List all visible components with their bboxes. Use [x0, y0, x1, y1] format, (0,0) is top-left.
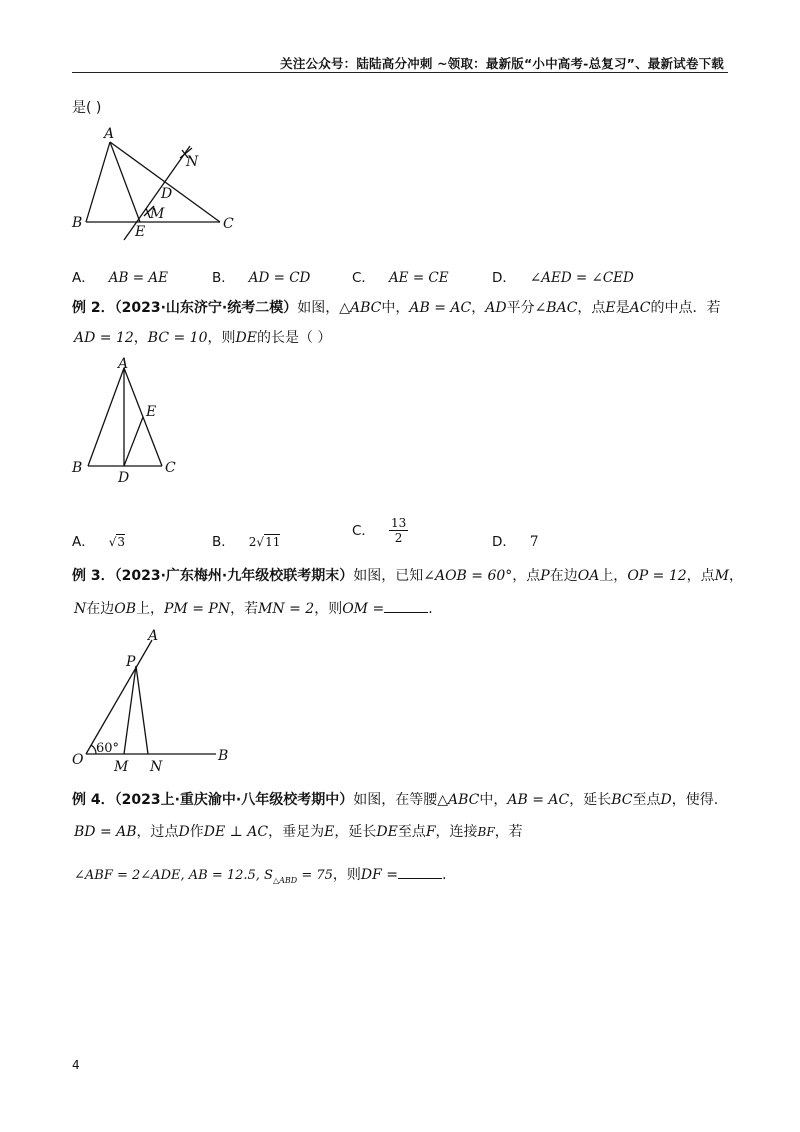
ex3-angle-label: 60° [96, 741, 120, 756]
q1-label-e: E [135, 224, 146, 240]
ex2-line-1: 例 2．（2023·山东济宁·统考二模）如图，△ABC中，AB = AC，AD平分∠BAC，点E是AC的中点．若 [72, 300, 721, 316]
ex3-label-b: B [218, 748, 229, 764]
ex2-figure [68, 356, 188, 486]
ex2-option-c: C． $\frac{13}{2}$ [352, 516, 407, 545]
ex2-side-ab [88, 368, 124, 466]
ex3-figure [68, 626, 238, 774]
q1-option-a: A． AB = AE [72, 270, 168, 286]
ex2-segment-de [124, 417, 143, 466]
ex2-option-d: D． 7 [492, 534, 539, 550]
ex2-label-e: E [146, 404, 157, 420]
q1-label-c: C [223, 216, 234, 232]
q1-label-m: M [150, 206, 165, 222]
q1-option-b: B． AD = CD [212, 270, 311, 286]
page-header: 关注公众号：陆陆高分冲刺 ~领取：最新版“小中高考-总复习”、最新试卷下载 [280, 56, 724, 71]
q1-option-c: C． AE = CE [352, 270, 449, 286]
ex3-label-o: O [72, 752, 84, 768]
ex4-line-1: 例 4．（2023上·重庆渝中·八年级校考期中）如图，在等腰△ABC中，AB = AC，延长BC至点D，使得. [72, 792, 719, 808]
q1-side-ab [86, 142, 110, 222]
ex2-label-b: B [72, 460, 83, 476]
q1-label-n: N [186, 154, 199, 170]
q1-option-d: D． ∠AED = ∠CED [492, 270, 634, 286]
ex4-line-2: BD = AB，过点D作DE ⊥ AC，垂足为E，延长DE至点F，连接BF，若 [74, 824, 523, 840]
q1-segment-ae [110, 142, 140, 222]
ex3-label-a: A [148, 628, 159, 644]
ex3-answer-blank [384, 598, 428, 613]
ex3-line-1: 例 3．（2023·广东梅州·九年级校联考期末）如图，已知∠AOB = 60°，点P在边OA上，OP = 12，点M， [72, 568, 743, 584]
ex2-label-d: D [118, 470, 130, 486]
ex3-line-2: N在边OB上，PM = PN，若MN = 2，则OM = . [74, 598, 433, 619]
page-number: 4 [72, 1058, 80, 1072]
q1-figure [68, 124, 248, 246]
ex4-answer-blank [398, 864, 442, 879]
ex2-label-a: A [118, 356, 129, 372]
q1-label-b: B [72, 215, 83, 231]
ex3-label-p: P [126, 654, 136, 670]
q1-stem-tail: 是( ) [72, 100, 102, 116]
q1-label-a: A [104, 126, 115, 142]
ex3-label-n: N [150, 759, 163, 774]
ex2-option-a: A． √3 [72, 534, 126, 550]
q1-label-d: D [161, 186, 173, 202]
ex3-label-m: M [114, 759, 129, 774]
ex4-line-3: ∠ABF = 2∠ADE, AB = 12.5, $S_{\triangle ABD} = 75$，则DF = . [74, 864, 446, 891]
ex3-ray-oa [86, 640, 152, 754]
ex2-option-b: B． 2√11 [212, 534, 281, 550]
header-rule [72, 72, 728, 73]
ex2-line-2: AD = 12，BC = 10，则DE的长是（ ） [74, 330, 332, 346]
ex2-label-c: C [165, 460, 176, 476]
ex3-segment-pn [136, 666, 148, 754]
